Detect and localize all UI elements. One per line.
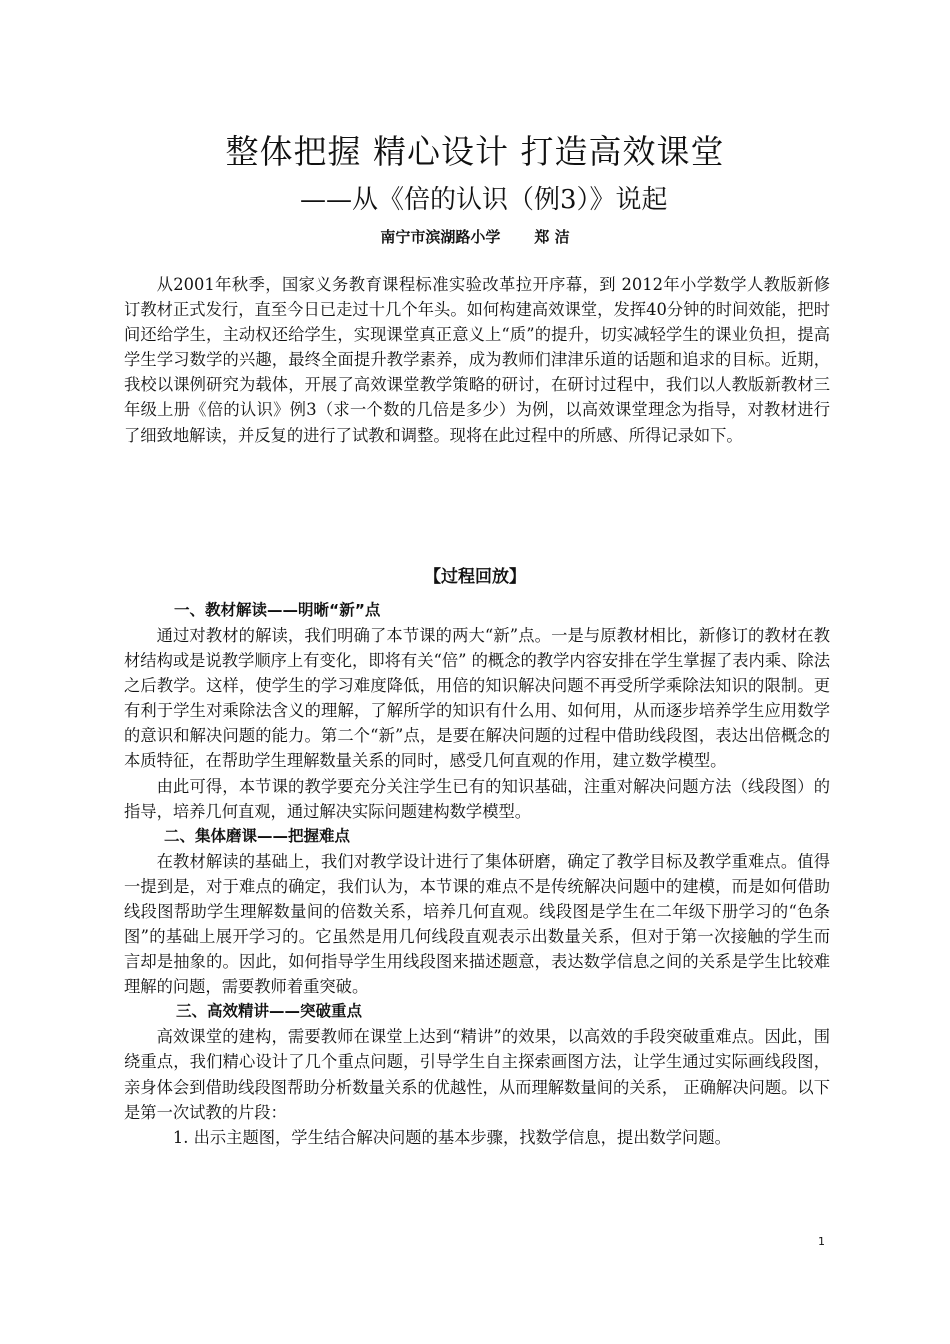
section-1-paragraph-2: 由此可得，本节课的教学要充分关注学生已有的知识基础，注重对解决问题方法（线段图）的指导，培养几何直观，通过解决实际问题建构数学模型。 xyxy=(124,776,830,821)
section-1-paragraph-1: 通过对教材的解读，我们明确了本节课的两大“新”点。一是与原教材相比，新修订的教材在教材结构或是说教学顺序上有变化，即将有关“倍” 的概念的教学内容安排在学生掌握了表内乘、除法之后教学。这样，使学生的学习难度降低，用倍的知识解决问题不再受所学乘除法知识的限制。更有利于学生对乘除法含义的理解，了解所学的知识有什么用、如何用，从而逐步培养学生应用数学的意识和解决问题的能力。第二个“新”点，是要在解决问题的过程中借助线段图，表达出倍概念的本质特征，在帮助学生理解数量关系的同时，感受几何直观的作用，建立数学模型。 xyxy=(124,626,830,771)
section-title: 【过程回放】 xyxy=(424,567,526,587)
section-2-paragraph-1: 在教材解读的基础上，我们对教学设计进行了集体研磨，确定了教学目标及教学重难点。值得一提到是，对于难点的确定，我们认为，本节课的难点不是传统解决问题中的建模，而是如何借助线段图帮助学生理解数量间的倍数关系，培养几何直观。线段图是学生在二年级下册学习的“色条图”的基础上展开学习的。它虽然是用几何线段直观表示出数量关系，但对于第一次接触的学生而言却是抽象的。因此，如何指导学生用线段图来描述题意，表达数学信息之间的关系是学生比较难理解的问题，需要教师着重突破。 xyxy=(124,851,830,997)
author-name: 郑 洁 xyxy=(534,228,570,246)
school-name: 南宁市滨湖路小学 xyxy=(380,228,501,246)
section-3-heading: 三、高效精讲——突破重点 xyxy=(176,1002,363,1021)
document-subtitle: ——从《倍的认识（例3）》说起 xyxy=(300,185,668,215)
section-1-heading: 一、教材解读——明晰“新”点 xyxy=(174,601,381,619)
section-3-list-item-1: 1. 出示主题图，学生结合解决问题的基本步骤，找数学信息，提出数学问题。 xyxy=(172,1127,731,1147)
section-3-paragraph-1: 高效课堂的建构，需要教师在课堂上达到“精讲”的效果，以高效的手段突破重难点。因此，围绕重点，我们精心设计了几个重点问题，引导学生自主探索画图方法，让学生通过实际画线段图，亲身体会到借助线段图帮助分析数量关系的优越性，从而理解数量间的关系， 正确解决问题。以下是第一次试教的片段： xyxy=(124,1027,830,1122)
intro-block xyxy=(124,272,830,448)
page-number: 1 xyxy=(818,1235,825,1248)
document-title: 整体把握 精心设计 打造高效课堂 xyxy=(225,132,725,171)
section-2-heading: 二、集体磨课——把握难点 xyxy=(164,826,351,845)
intro-paragraph: 从2001年秋季，国家义务教育课程标准实验改革拉开序幕，到 2012年小学数学人教版新修订教材正式发行，直至今日已走过十几个年头。如何构建高效课堂，发挥40分钟的时间效能，把时间还给学生，主动权还给学生，实现课堂真正意义上“质”的提升，切实减轻学生的课业负担，提高学生学习数学的兴趣，最终全面提升教学素养，成为教师们津津乐道的话题和追求的目标。近期，我校以课例研究为载体，开展了高效课堂教学策略的研讨，在研讨过程中，我们以人教版新教材三年级上册《倍的认识》例3（求一个数的几倍是多少）为例，以高效课堂理念为指导，对教材进行了细致地解读，并反复的进行了试教和调整。现将在此过程中的所感、所得记录如下。 xyxy=(124,275,830,445)
main-body xyxy=(124,598,830,1150)
author-line xyxy=(0,226,950,247)
